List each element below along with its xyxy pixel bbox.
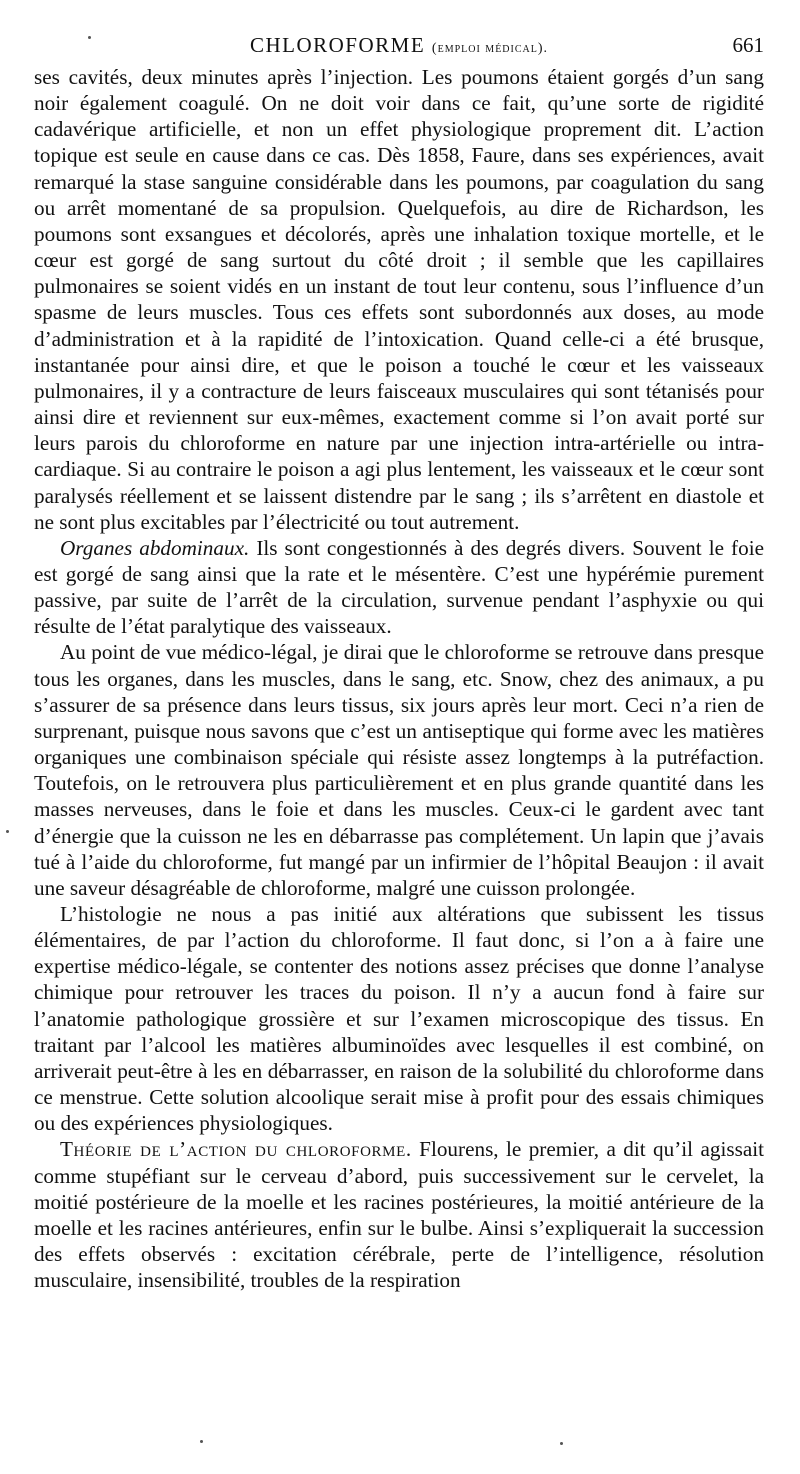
paragraph-abdominal-organs — [34, 535, 764, 640]
paragraph-lungs: ses cavités, deux minutes après l’injection. Les poumons étaient gorgés d’un sang noir également coagulé. On ne doit voir dans ce fait, qu’une sorte de rigidité cadavérique artificielle, et non un effet physiologique proprement dit. L’action topique est seule en cause dans ce cas. Dès 1858, Faure, dans ses expériences, avait remarqué la stase sanguine considérable dans les poumons, par coagulation du sang ou arrêt momentané de sa propulsion. Quelquefois, au dire de Richardson, les poumons sont exsangues et décolorés, après une inhalation toxique mortelle, et le cœur est gorgé de sang surtout du côté droit ; il semble que les capillaires pulmonaires se soient vidés en un instant de tout leur contenu, sous l’influence d’un spasme de leurs muscles. Tous ces effets sont subordonnés aux doses, au mode d’administration et à la rapidité de l’intoxication. Quand celle-ci a été brusque, instantanée pour ainsi dire, et que le poison a touché le cœur et les vaisseaux pulmonaires, il y a contracture de leurs faisceaux musculaires qui sont tétanisés pour ainsi dire et reviennent sur eux-mêmes, exactement comme si l’on avait porté sur leurs parois du chloroforme en nature par une injection intra-artérielle ou intra-cardiaque. Si au contraire le poison a agi plus lentement, les vaisseaux et le cœur sont paralysés réellement et se laissent distendre par le sang ; ils s’arrêtent en diastole et ne sont plus excitables par l’électricité ou tout autrement. — [34, 65, 764, 534]
running-title-main: CHLOROFORME — [249, 33, 426, 57]
paragraph-theory-text: Flourens, le premier, a dit qu’il agissait comme stupéfiant sur le cerveau d’abord, puis successivement sur le cervelet, la moitié postérieure de la moelle et les racines postérieures, la moitié antérieure de la moelle et les racines antérieures, enfin sur le bulbe. Ainsi s’expliquerait la succession des effets observés : excitation cérébrale, perte de l’intelligence, résolution musculaire, insensibilité, troubles de la respiration — [34, 1137, 764, 1293]
body-text — [34, 64, 764, 1293]
print-speck — [200, 1440, 203, 1443]
page-number: 661 — [732, 33, 764, 57]
paragraph-theory — [34, 1136, 764, 1293]
section-lead-abdominal: Organes abdominaux. — [60, 535, 250, 560]
paragraph-medico-legal: Au point de vue médico-légal, je dirai que le chloroforme se retrouve dans presque tous les organes, dans les muscles, dans le sang, etc. Snow, chez des animaux, a pu s’assurer de sa présence dans leurs tissus, six jours après leur mort. Ceci n’a rien de surprenant, puisque nous savons que c’est un antiseptique qui forme avec les matières organiques une combinaison spéciale qui résiste assez longtemps à la putréfaction. Toutefois, on le retrouvera plus particulièrement et en plus grande quantité dans les masses nerveuses, dans le foie et dans les muscles. Ceux-ci le gardent avec tant d’énergie que la cuisson ne les en débarrasse pas complétement. Un lapin que j’avais tué à l’aide du chloroforme, fut mangé par un infirmier de l’hôpital Beaujon : il avait une saveur désagréable de chloroforme, malgré une cuisson prolongée. — [34, 640, 764, 900]
running-head — [34, 30, 764, 60]
running-title-paren: (emploi médical). — [431, 41, 549, 56]
print-speck — [560, 1442, 563, 1445]
section-lead-theory: Théorie de l’action du chloroforme. — [60, 1137, 412, 1162]
print-speck — [88, 36, 91, 39]
running-title — [34, 30, 764, 64]
paragraph-histology: L’histologie ne nous a pas initié aux altérations que subissent les tissus élémentaires, de par l’action du chloroforme. Il faut donc, si l’on a à faire une expertise médico-légale, se contenter des notions assez précises que donne l’analyse chimique pour retrouver les traces du poison. Il n’y a aucun fond à faire sur l’anatomie pathologique grossière et sur l’examen microscopique des tissus. En traitant par l’alcool les matières albuminoïdes avec lesquelles il est combiné, on arriverait peut-être à les en débarrasser, en raison de la solubilité du chloroforme dans ce menstrue. Cette solution alcoolique serait mise à profit pour des essais chimiques ou des expériences physiologiques. — [34, 902, 764, 1136]
paragraph-abdominal-text: Ils sont congestionnés à des degrés divers. Souvent le foie est gorgé de sang ainsi que la rate et le mésentère. C’est une hypérémie purement passive, par suite de l’arrêt de la circulation, survenue pendant l’asphyxie ou qui résulte de l’état paralytique des vaisseaux. — [34, 535, 764, 639]
print-speck — [6, 830, 9, 833]
